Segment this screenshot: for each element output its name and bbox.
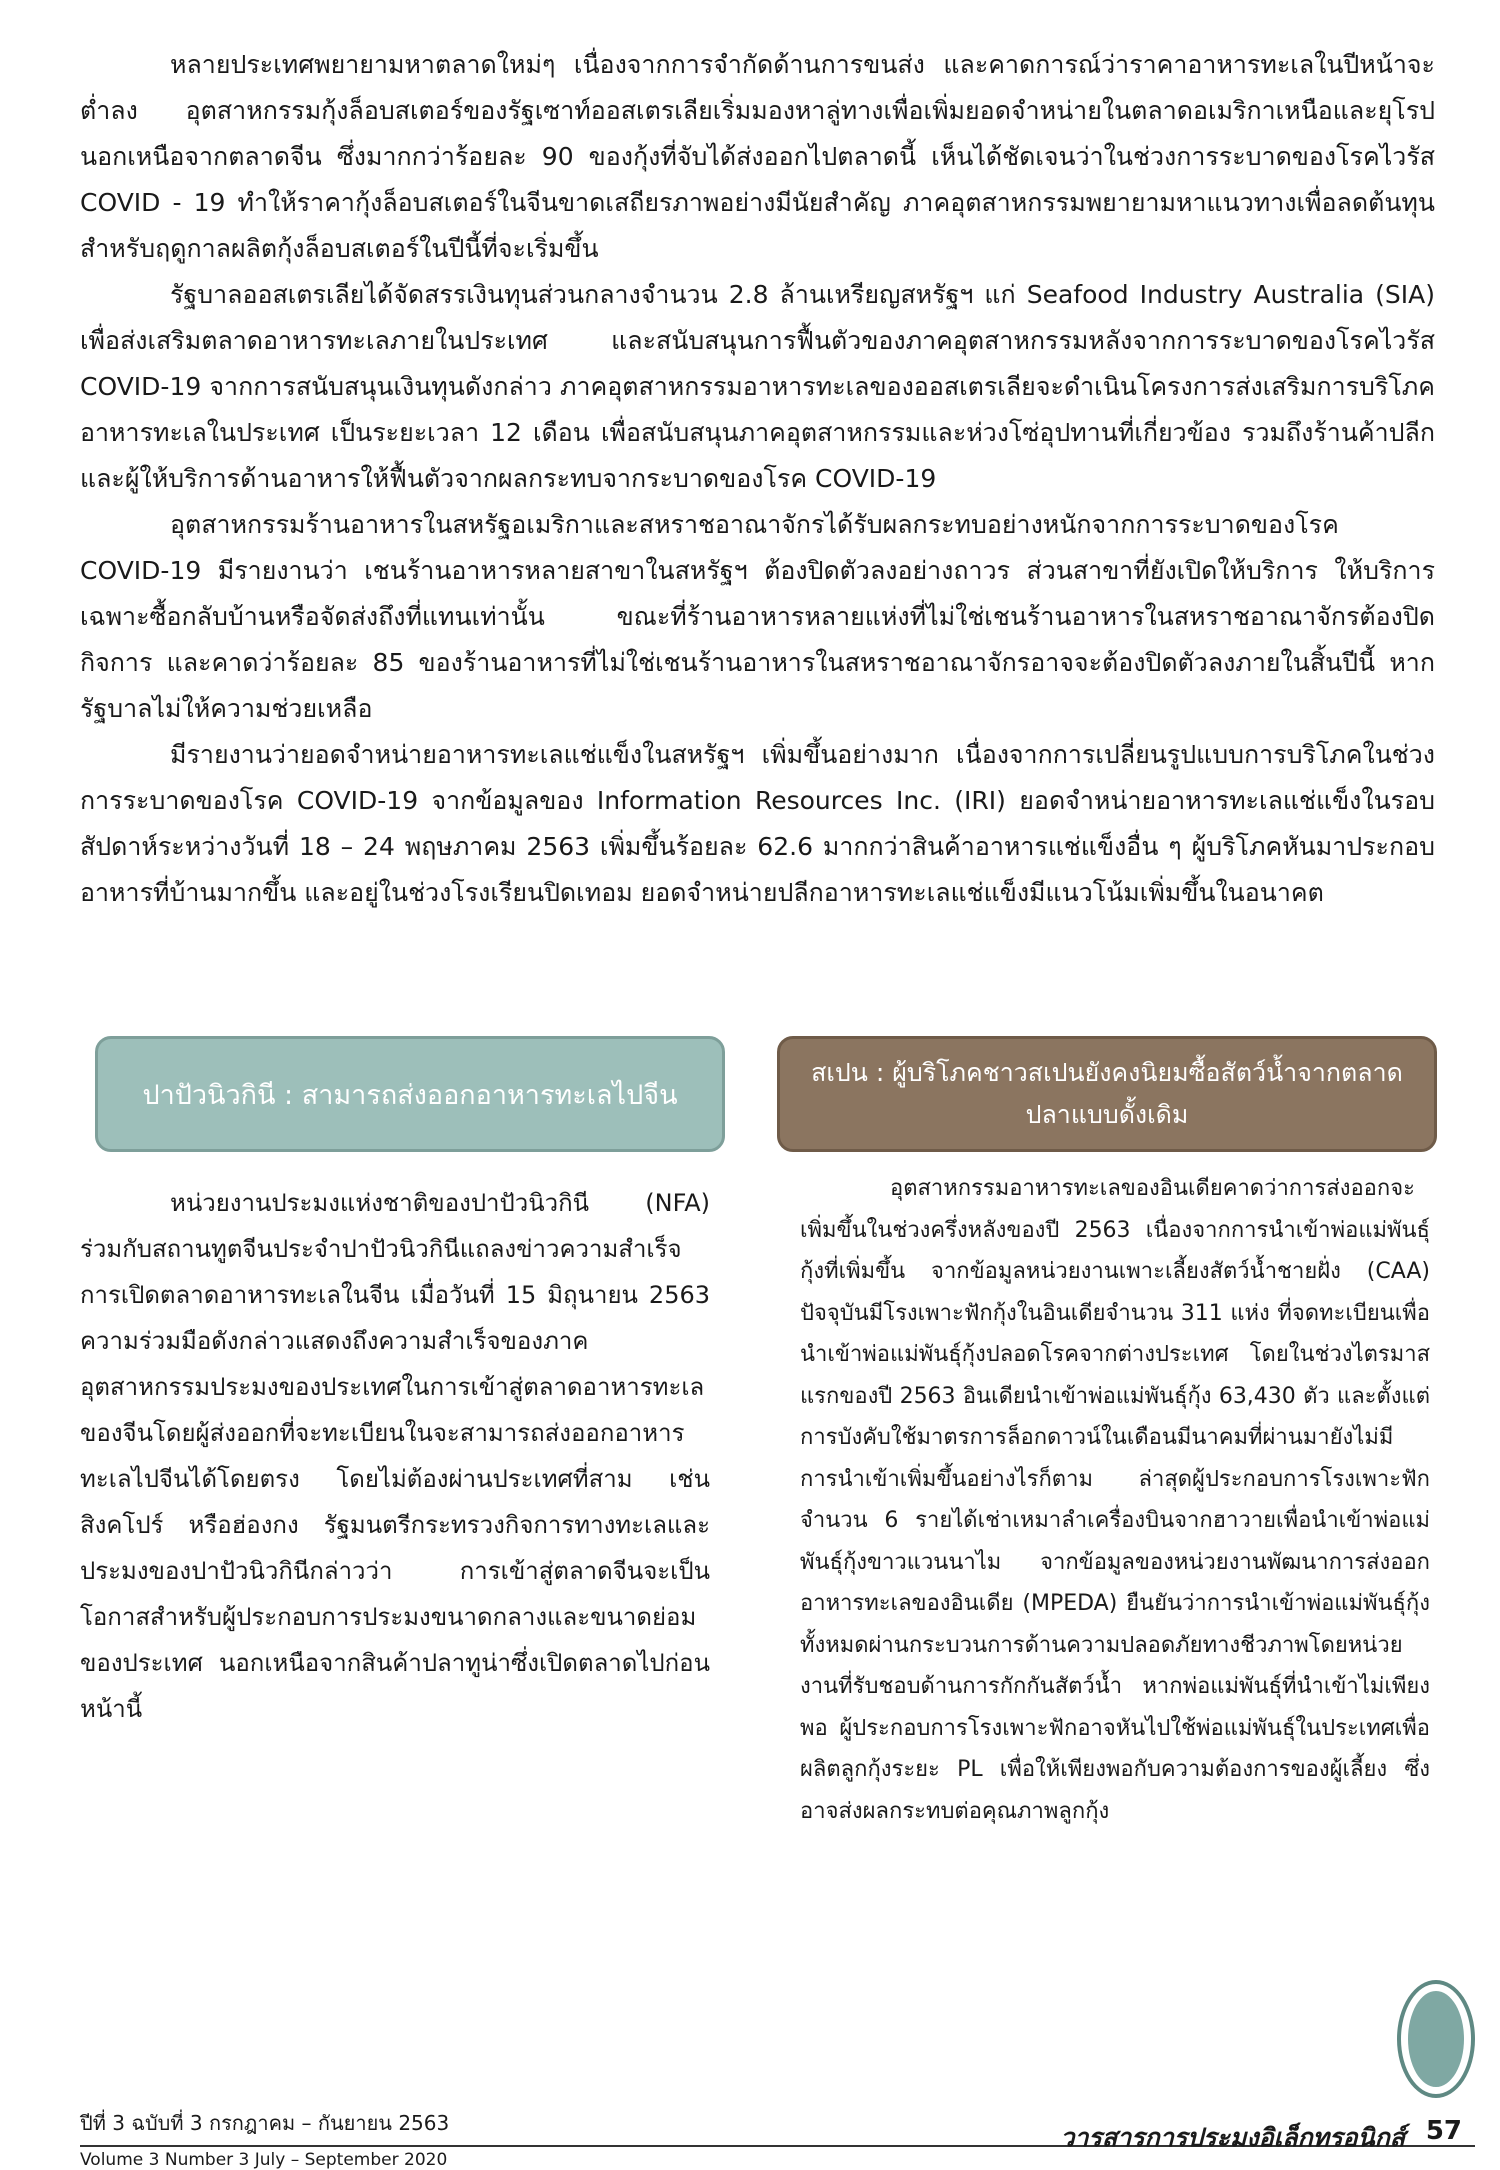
- paragraph: มีรายงานว่ายอดจำหน่ายอาหารทะเลแช่แข็งในสหรัฐฯ เพิ่มขึ้นอย่างมาก เนื่องจากการเปลี่ยนรูปแบบการบริโภคในช่วงการระบาดของโรค COVID-19 จากข้อมูลของ Information Resources Inc. (IRI) ยอดจำหน่ายอาหารทะเลแช่แข็งในรอบสัปดาห์ระหว่างวันที่ 18 – 24 พฤษภาคม 2563 เพิ่มขึ้นร้อยละ 62.6 มากกว่าสินค้าอาหารแช่แข็งอื่น ๆ ผู้บริโภคหันมาประกอบอาหารที่บ้านมากขึ้น และอยู่ในช่วงโรงเรียนปิดเทอม ยอดจำหน่ายปลีกอาหารทะเลแช่แข็งมีแนวโน้มเพิ่มขึ้นในอนาคต: [80, 740, 1435, 907]
- papua-new-guinea-heading: ปาปัวนิวกินี : สามารถส่งออกอาหารทะเลไปจีน: [142, 1079, 678, 1111]
- left-column: [80, 1180, 710, 1732]
- paragraph: รัฐบาลออสเตรเลียได้จัดสรรเงินทุนส่วนกลางจำนวน 2.8 ล้านเหรียญสหรัฐฯ แก่ Seafood Industry Australia (SIA) เพื่อส่งเสริมตลาดอาหารทะเลภายในประเทศ และสนับสนุนการฟื้นตัวของภาคอุตสาหกรรมหลังจากการระบาดของโรคไวรัส COVID-19 จากการสนับสนุนเงินทุนดังกล่าว ภาคอุตสาหกรรมอาหารทะเลของออสเตรเลียจะดำเนินโครงการส่งเสริมการบริโภคอาหารทะเลในประเทศ เป็นระยะเวลา 12 เดือน เพื่อสนับสนุนภาคอุตสาหกรรมและห่วงโซ่อุปทานที่เกี่ยวข้อง รวมถึงร้านค้าปลีกและผู้ให้บริการด้านอาหารให้ฟื้นตัวจากผลกระทบจากระบาดของโรค COVID-19: [80, 280, 1435, 493]
- paragraph: หลายประเทศพยายามหาตลาดใหม่ๆ เนื่องจากการจำกัดด้านการขนส่ง และคาดการณ์ว่าราคาอาหารทะเลในปีหน้าจะต่ำลง อุตสาหกรรมกุ้งล็อบสเตอร์ของรัฐเซาท์ออสเตรเลียเริ่มมองหาลู่ทางเพื่อเพิ่มยอดจำหน่ายในตลาดอเมริกาเหนือและยุโรป นอกเหนือจากตลาดจีน ซึ่งมากกว่าร้อยละ 90 ของกุ้งที่จับได้ส่งออกไปตลาดนี้ เห็นได้ชัดเจนว่าในช่วงการระบาดของโรคไวรัส COVID - 19 ทำให้ราคากุ้งล็อบสเตอร์ในจีนขาดเสถียรภาพอย่างมีนัยสำคัญ ภาคอุตสาหกรรมพยายามหาแนวทางเพื่อลดต้นทุนสำหรับฤดูกาลผลิตกุ้งล็อบสเตอร์ในปีนี้ที่จะเริ่มขึ้น: [80, 50, 1435, 263]
- page-ornament: [1397, 1980, 1475, 2098]
- page-ornament-fill: [1408, 1991, 1464, 2087]
- right-column: [800, 1168, 1430, 1832]
- spain-heading: สเปน : ผู้บริโภคชาวสเปนยังคงนิยมซื้อสัตว์น้ำจากตลาดปลาแบบดั้งเดิม: [811, 1058, 1403, 1129]
- issue-english: Volume 3 Number 3 July – September 2020: [80, 2150, 448, 2170]
- papua-new-guinea-body: หน่วยงานประมงแห่งชาติของปาปัวนิวกินี (NFA) ร่วมกับสถานทูตจีนประจำปาปัวนิวกินีแถลงข่าวความสำเร็จการเปิดตลาดอาหารทะเลในจีน เมื่อวันที่ 15 มิถุนายน 2563 ความร่วมมือดังกล่าวแสดงถึงความสำเร็จของภาคอุตสาหกรรมประมงของประเทศในการเข้าสู่ตลาดอาหารทะเลของจีนโดยผู้ส่งออกที่จะทะเบียนในจะสามารถส่งออกอาหารทะเลไปจีนได้โดยตรง โดยไม่ต้องผ่านประเทศที่สาม เช่น สิงคโปร์ หรือฮ่องกง รัฐมนตรีกระทรวงกิจการทางทะเลและประมงของปาปัวนิวกินีกล่าวว่า การเข้าสู่ตลาดจีนจะเป็นโอกาสสำหรับผู้ประกอบการประมงขนาดกลางและขนาดย่อมของประเทศ นอกเหนือจากสินค้าปลาทูน่าซึ่งเปิดตลาดไปก่อนหน้านี้: [80, 1189, 710, 1723]
- paragraph: อุตสาหกรรมร้านอาหารในสหรัฐอเมริกาและสหราชอาณาจักรได้รับผลกระทบอย่างหนักจากการระบาดของโรค COVID-19 มีรายงานว่า เชนร้านอาหารหลายสาขาในสหรัฐฯ ต้องปิดตัวลงอย่างถาวร ส่วนสาขาที่ยังเปิดให้บริการ ให้บริการเฉพาะซื้อกลับบ้านหรือจัดส่งถึงที่แทนเท่านั้น ขณะที่ร้านอาหารหลายแห่งที่ไม่ใช่เชนร้านอาหารในสหราชอาณาจักรต้องปิดกิจการ และคาดว่าร้อยละ 85 ของร้านอาหารที่ไม่ใช่เชนร้านอาหารในสหราชอาณาจักรอาจจะต้องปิดตัวลงภายในสิ้นปีนี้ หากรัฐบาลไม่ให้ความช่วยเหลือ: [80, 510, 1435, 723]
- papua-new-guinea-heading-box: [95, 1036, 725, 1152]
- issue-thai: ปีที่ 3 ฉบับที่ 3 กรกฎาคม – กันยายน 2563: [80, 2111, 450, 2135]
- spain-body: อุตสาหกรรมอาหารทะเลของอินเดียคาดว่าการส่งออกจะเพิ่มขึ้นในช่วงครึ่งหลังของปี 2563 เนื่องจากการนำเข้าพ่อแม่พันธุ์กุ้งที่เพิ่มขึ้น จากข้อมูลหน่วยงานเพาะเลี้ยงสัตว์น้ำชายฝั่ง (CAA) ปัจจุบันมีโรงเพาะฟักกุ้งในอินเดียจำนวน 311 แห่ง ที่จดทะเบียนเพื่อนำเข้าพ่อแม่พันธุ์กุ้งปลอดโรคจากต่างประเทศ โดยในช่วงไตรมาสแรกของปี 2563 อินเดียนำเข้าพ่อแม่พันธุ์กุ้ง 63,430 ตัว และตั้งแต่การบังคับใช้มาตรการล็อกดาวน์ในเดือนมีนาคมที่ผ่านมายังไม่มีการนำเข้าเพิ่มขึ้นอย่างไรก็ตาม ล่าสุดผู้ประกอบการโรงเพาะฟักจำนวน 6 รายได้เช่าเหมาลำเครื่องบินจากฮาวายเพื่อนำเข้าพ่อแม่พันธุ์กุ้งขาวแวนนาไม จากข้อมูลของหน่วยงานพัฒนาการส่งออกอาหารทะเลของอินเดีย (MPEDA) ยืนยันว่าการนำเข้าพ่อแม่พันธุ์กุ้งทั้งหมดผ่านกระบวนการด้านความปลอดภัยทางชีวภาพโดยหน่วยงานที่รับชอบด้านการกักกันสัตว์น้ำ หากพ่อแม่พันธุ์ที่นำเข้าไม่เพียงพอ ผู้ประกอบการโรงเพาะฟักอาจหันไปใช้พ่อแม่พันธุ์ในประเทศเพื่อผลิตลูกกุ้งระยะ PL เพื่อให้เพียงพอกับความต้องการของผู้เลี้ยง ซึ่งอาจส่งผลกระทบต่อคุณภาพลูกกุ้ง: [800, 1176, 1430, 1824]
- spain-heading-box: [777, 1036, 1437, 1152]
- journal-title: วารสารการประมงอิเล็กทรอนิกส์: [1060, 2123, 1405, 2152]
- page-number: 57: [1425, 2116, 1462, 2146]
- intro-article: [80, 42, 1435, 916]
